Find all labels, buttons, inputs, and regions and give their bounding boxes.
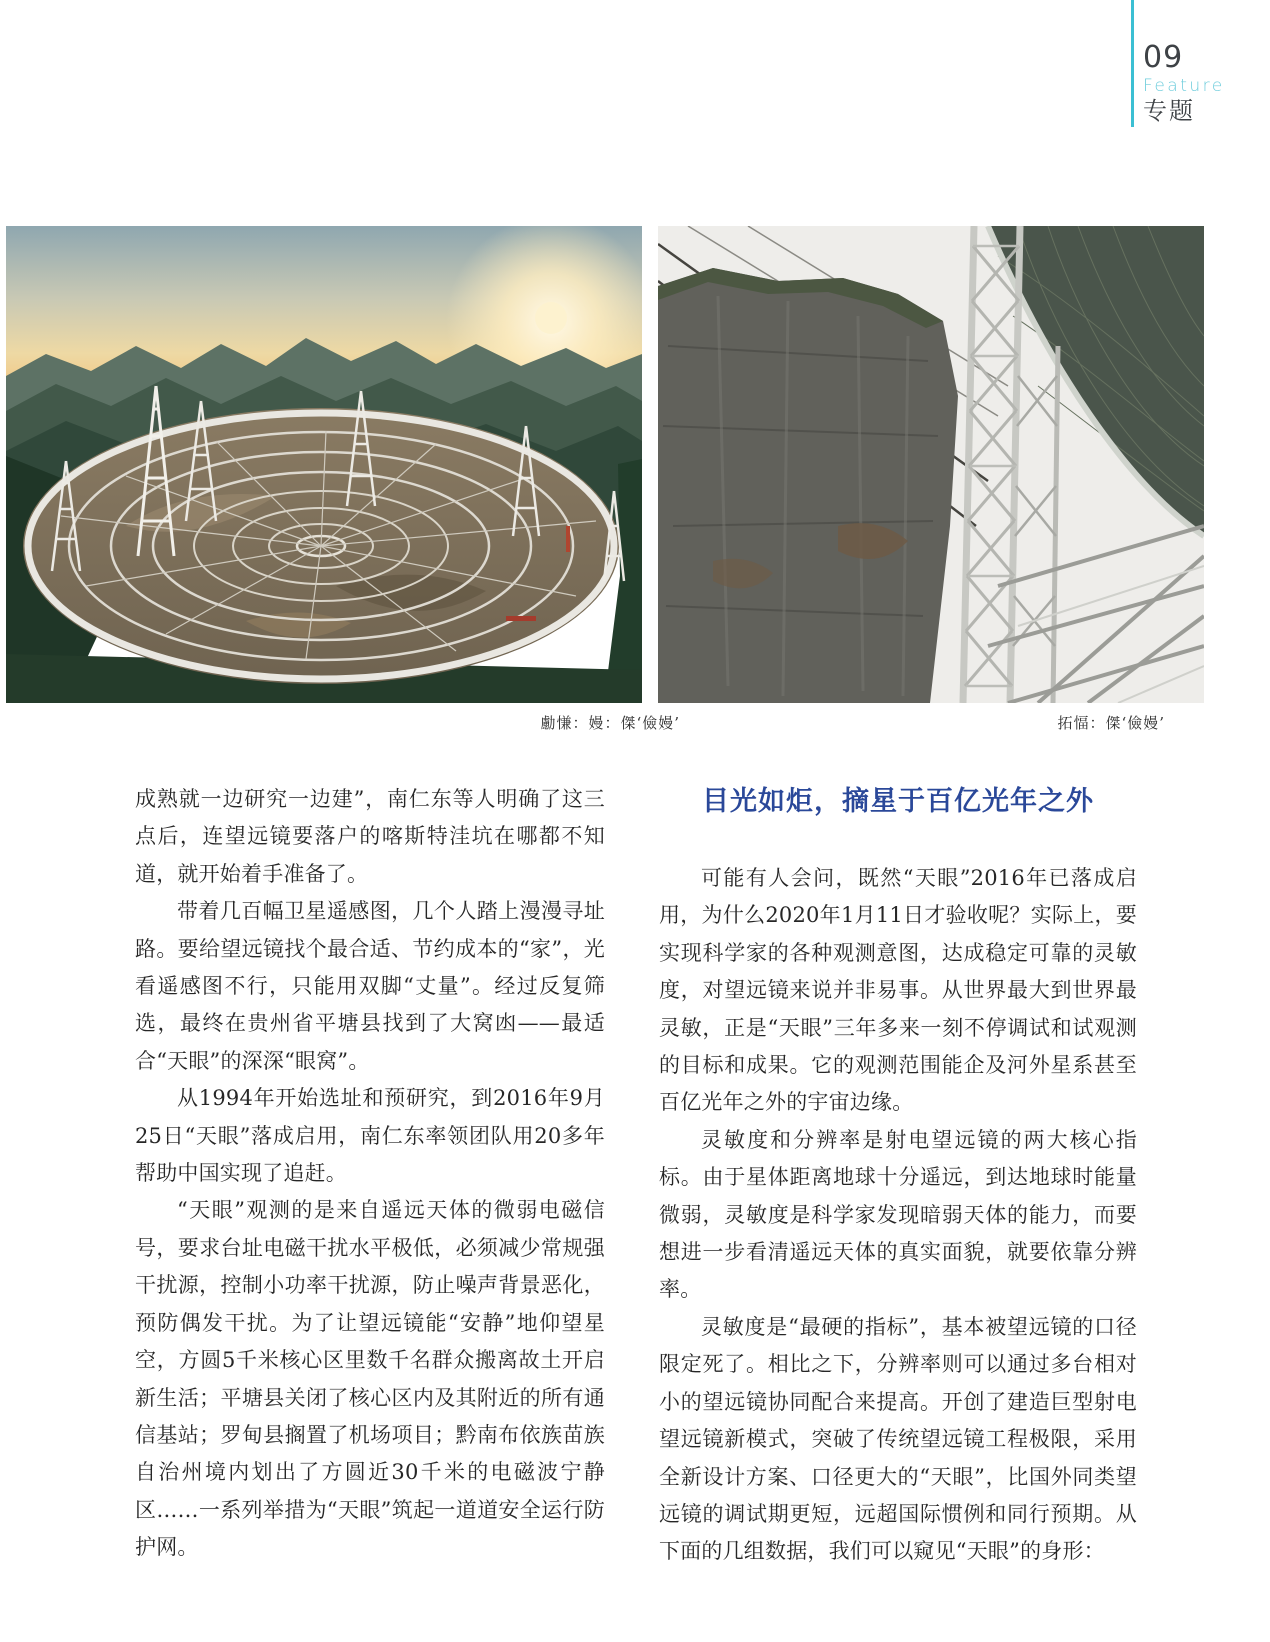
section-heading: 目光如炬，摘星于百亿光年之外 — [702, 786, 1094, 817]
photo-cliff-truss — [658, 226, 1204, 703]
photo-fast-aerial — [6, 226, 642, 703]
section-label-zh: 专题 — [1143, 97, 1195, 125]
body-column-left — [135, 781, 605, 1567]
paragraph: “天眼”观测的是来自遥远天体的微弱电磁信号，要求台址电磁干扰水平极低，必须减少常规强干扰源，控制小功率干扰源，防止噪声背景恶化，预防偶发干扰。为了让望远镜能“安静”地仰望星空，方圆5千米核心区里数千名群众搬离故土开启新生活；平塘县关闭了核心区内及其附近的所有通信基站；罗甸县搁置了机场项目；黔南布依族苗族自治州境内划出了方圆近30千米的电磁波宁静区……一系列举措为“天眼”筑起一道道安全运行防护网。 — [135, 1198, 605, 1560]
paragraph: 灵敏度和分辨率是射电望远镜的两大核心指标。由于星体距离地球十分遥远，到达地球时能量微弱，灵敏度是科学家发现暗弱天体的能力，而要想进一步看清遥远天体的真实面貌，就要依靠分辨率。 — [659, 1127, 1137, 1302]
paragraph: 带着几百幅卫星遥感图，几个人踏上漫漫寻址路。要给望远镜找个最合适、节约成本的“家”，光看遥感图不行，只能用双脚“丈量”。经过反复筛选，最终在贵州省平塘县找到了大窝凼——最适合“天眼”的深深“眼窝”。 — [135, 899, 605, 1073]
paragraph: 从1994年开始选址和预研究，到2016年9月25日“天眼”落成启用，南仁东率领团队用20多年帮助中国实现了追赶。 — [135, 1086, 605, 1186]
photo-caption-left: 勴慊：嫚：傑‘儉嫚’ — [540, 714, 680, 732]
fast-dish-aerial-illustration — [6, 226, 642, 703]
photo-caption-right: 拓愊：傑‘儉嫚’ — [1057, 714, 1165, 732]
cliff-truss-illustration — [658, 226, 1204, 703]
body-column-right — [659, 781, 1137, 1571]
paragraph: 可能有人会问，既然“天眼”2016年已落成启用，为什么2020年1月11日才验收呢？实际上，要实现科学家的各种观测意图，达成稳定可靠的灵敏度，对望远镜来说并非易事。从世界最大到世界最灵敏，正是“天眼”三年多来一刻不停调试和试观测的目标和成果。它的观测范围能企及河外星系甚至百亿光年之外的宇宙边缘。 — [659, 866, 1137, 1115]
accent-rule — [1131, 0, 1134, 127]
page-marker — [1143, 42, 1225, 125]
paragraph: 成熟就一边研究一边建”，南仁东等人明确了这三点后，连望远镜要落户的喀斯特洼坑在哪都不知道，就开始着手准备了。 — [135, 787, 605, 886]
paragraph: 灵敏度是“最硬的指标”，基本被望远镜的口径限定死了。相比之下，分辨率则可以通过多台相对小的望远镜协同配合来提高。开创了建造巨型射电望远镜新模式，突破了传统望远镜工程极限，采用全新设计方案、口径更大的“天眼”，比国外同类望远镜的调试期更短，远超国际惯例和同行预期。从下面的几组数据，我们可以窥见“天眼”的身形： — [659, 1314, 1137, 1564]
page-number: 09 — [1143, 40, 1184, 75]
section-label-en: Feature — [1143, 76, 1225, 96]
